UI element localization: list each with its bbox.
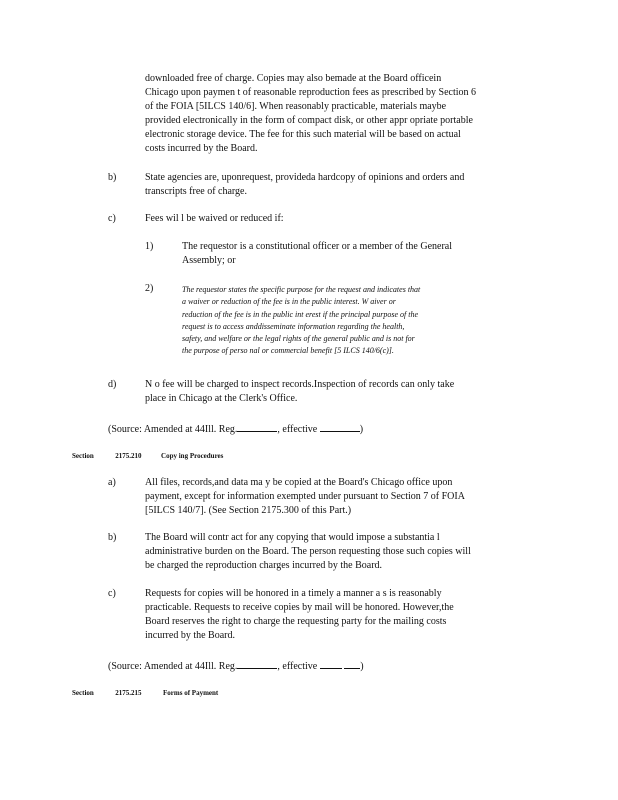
intro-line: of the FOIA [5ILCS 140/6]. When reasonably practicable, materials maybe bbox=[145, 101, 447, 112]
copy-item-a-line: payment, except for information exempted under pursuant to Section 7 of FOIA bbox=[145, 491, 465, 502]
copy-item-a-paragraph bbox=[145, 476, 465, 518]
item-b-paragraph bbox=[145, 171, 464, 199]
item-b-line: transcripts free of charge. bbox=[145, 186, 247, 197]
intro-paragraph bbox=[145, 72, 476, 156]
item-b-line: State agencies are, uponrequest, provideda hardcopy of opinions and orders and bbox=[145, 172, 465, 183]
source-suffix: ) bbox=[359, 424, 364, 435]
section-number: 2175.215 bbox=[115, 689, 142, 697]
item-c2-line: the purpose of perso nal or commercial benefit [5 ILCS 140/6(c)]. bbox=[182, 346, 394, 356]
copy-item-c-paragraph bbox=[145, 587, 454, 643]
intro-line: Chicago upon paymen t of reasonable reproduction fees as prescribed by Section 6 bbox=[145, 87, 477, 98]
register-blank bbox=[237, 657, 277, 669]
source-note bbox=[108, 657, 364, 674]
effective-blank bbox=[344, 657, 360, 669]
section-number: 2175.210 bbox=[115, 452, 142, 460]
item-d-paragraph bbox=[145, 378, 454, 406]
section-heading bbox=[72, 688, 218, 698]
copy-item-a-line: All files, records,and data ma y be copied at the Board's Chicago office upon bbox=[145, 477, 453, 488]
register-blank bbox=[237, 420, 277, 432]
item-d-line: place in Chicago at the Clerk's Office. bbox=[145, 393, 298, 404]
item-c2-paragraph bbox=[182, 284, 420, 358]
copy-item-c-line: incurred by the Board. bbox=[145, 630, 235, 641]
copy-item-c-line: Requests for copies will be honored in a timely a manner a s is reasonably bbox=[145, 588, 442, 599]
item-c2-line: a waiver or reduction of the fee is in the public interest. W aiver or bbox=[182, 297, 396, 307]
copy-item-b-line: administrative burden on the Board. The person requesting those such copies will bbox=[145, 546, 471, 557]
source-note bbox=[108, 420, 363, 437]
source-suffix: ) bbox=[360, 661, 364, 672]
item-c1-paragraph bbox=[182, 240, 452, 268]
item-c2-line: request is to access anddisseminate information regarding the health, bbox=[182, 321, 405, 331]
copy-item-c-line: Board reserves the right to charge the requesting party for the mailing costs bbox=[145, 616, 447, 627]
copy-item-c-line: practicable. Requests to receive copies by mail will be honored. However,the bbox=[145, 602, 454, 613]
item-c2-line: The requestor states the specific purpose for the request and indicates that bbox=[182, 285, 421, 294]
item-c2-line: safety, and welfare or the legal rights of the general public and is not for bbox=[182, 334, 415, 344]
copy-item-b-paragraph bbox=[145, 531, 471, 573]
intro-line: provided electronically in the form of compact disk, or other appr opriate portable bbox=[145, 115, 473, 126]
item-d-marker: d) bbox=[108, 379, 117, 390]
effective-blank bbox=[320, 657, 342, 669]
section-heading bbox=[72, 451, 223, 461]
item-c1-line: Assembly; or bbox=[182, 255, 236, 266]
section-label: Section bbox=[72, 689, 94, 697]
item-c1-marker: 1) bbox=[145, 241, 154, 252]
section-title: Forms of Payment bbox=[163, 689, 219, 697]
source-middle: , effective bbox=[277, 661, 318, 672]
copy-item-c-marker: c) bbox=[108, 588, 116, 599]
source-prefix: (Source: Amended at 44Ill. Reg. bbox=[108, 661, 238, 672]
copy-item-b-line: be charged the reproduction charges incurred by the Board. bbox=[145, 560, 383, 571]
item-b-marker: b) bbox=[108, 172, 117, 183]
copy-item-b-line: The Board will contr act for any copying that would impose a substantia l bbox=[145, 532, 440, 543]
item-c2-marker: 2) bbox=[145, 283, 154, 294]
section-title: Copy ing Procedures bbox=[161, 452, 224, 460]
item-c-paragraph bbox=[145, 212, 284, 226]
intro-line: electronic storage device. The fee for this such material will be based on actual bbox=[145, 129, 461, 140]
copy-item-b-marker: b) bbox=[108, 532, 117, 543]
effective-blank bbox=[320, 420, 360, 432]
item-c1-line: The requestor is a constitutional officer or a member of the General bbox=[182, 241, 452, 252]
source-middle: , effective bbox=[277, 424, 318, 435]
source-prefix: (Source: Amended at 44Ill. Reg. bbox=[108, 424, 238, 435]
copy-item-a-marker: a) bbox=[108, 477, 116, 488]
intro-line: costs incurred by the Board. bbox=[145, 143, 258, 154]
item-d-line: N o fee will be charged to inspect records.Inspection of records can only take bbox=[145, 379, 455, 390]
item-c2-line: reduction of the fee is in the public int erest if the principal purpose of the bbox=[182, 309, 419, 319]
intro-line: downloaded free of charge. Copies may also bemade at the Board officein bbox=[145, 73, 442, 84]
copy-item-a-line: [5ILCS 140/7]. (See Section 2175.300 of this Part.) bbox=[145, 505, 352, 516]
item-c-line: Fees wil l be waived or reduced if: bbox=[145, 213, 284, 224]
section-label: Section bbox=[72, 452, 94, 460]
item-c-marker: c) bbox=[108, 213, 116, 224]
